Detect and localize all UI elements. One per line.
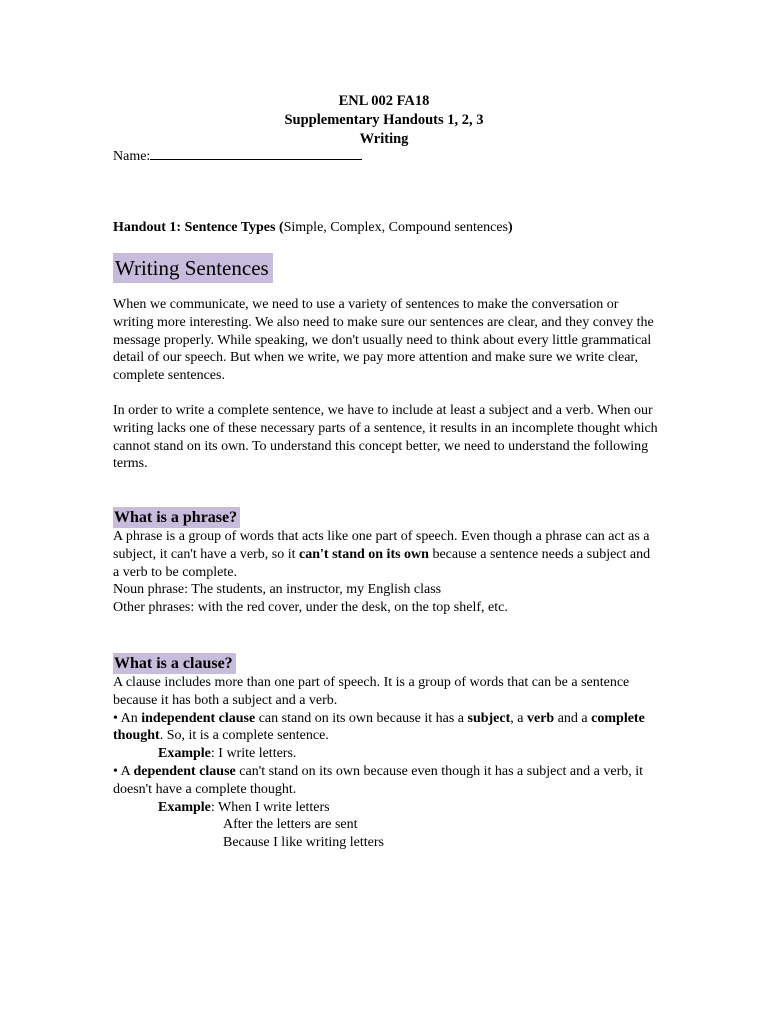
phrase-section — [113, 528, 658, 617]
phrase-definition — [113, 528, 658, 581]
intro-text-1: When we communicate, we need to use a variety of sentences to make the conversation or writing more interesting. We also need to make sure our sentences are clear, and they convey the message properly. While speaking, we don't usually need to think about every little grammatical detail of our speech. But when we write, we pay more attention and make sure we write clear, complete sentences. — [113, 297, 654, 384]
ind-and: and a — [554, 710, 592, 726]
name-label: Name: — [113, 149, 151, 164]
intro-paragraph-1 — [113, 296, 658, 385]
clause-definition: A clause includes more than one part of speech. It is a group of words that can be a sentence because it has both a subject and a verb. — [113, 675, 630, 708]
document-header — [0, 92, 768, 149]
ind-text-1: can stand on its own because it has a — [255, 710, 468, 726]
handout-label: Handout 1: Sentence Types ( — [113, 220, 284, 235]
phrase-def-text-a: A phrase is a group of words that acts like one part of speech. Even though a phrase can act as a subject, it can't have a verb, so it — [113, 529, 650, 562]
intro-paragraph-2 — [113, 402, 658, 473]
noun-phrase-examples: Noun phrase: The students, an instructor, my English class — [113, 582, 442, 598]
dep-text-1: can't stand on its own because even though it has a subject and a verb, it doesn't have a complete thought. — [113, 763, 644, 797]
phrase-def-text-b: because a sentence needs a subject and a verb to be complete. — [113, 546, 651, 580]
phrase-def-bold: can't stand on its own — [299, 546, 429, 562]
intro-text-2: In order to write a complete sentence, we have to include at least a subject and a verb. When our writing lacks one of these necessary parts of a sentence, it results in an incomplete thought which cannot stand on its own. To understand this concept better, we need to understand the following terms. — [113, 403, 658, 472]
topic-title: Writing — [359, 131, 409, 147]
example-text: : When I write letters — [210, 799, 330, 815]
name-field — [113, 145, 362, 167]
subject-term: subject — [467, 710, 511, 726]
handout-heading — [113, 218, 513, 238]
phrase-heading: What is a phrase? — [113, 507, 240, 528]
course-code: ENL 002 FA18 — [338, 93, 430, 109]
complete-thought-term: complete thought — [113, 710, 645, 744]
verb-term: verb — [527, 710, 555, 726]
example-text: : I write letters. — [210, 746, 297, 762]
independent-example — [113, 745, 658, 763]
ind-comma: , a — [510, 710, 527, 726]
independent-clause-term: independent clause — [141, 710, 256, 726]
dependent-example-3: Because I like writing letters — [223, 835, 384, 851]
dependent-clause-item — [113, 763, 658, 799]
example-label: Example — [158, 746, 211, 762]
handout-close: ) — [507, 220, 513, 235]
example-label: Example — [158, 799, 211, 815]
dependent-clause-term: dependent clause — [133, 763, 236, 779]
ind-text-2: . So, it is a complete sentence. — [159, 728, 329, 744]
dependent-example-2: After the letters are sent — [223, 817, 358, 833]
handout-subtitle: Supplementary Handouts 1, 2, 3 — [284, 112, 484, 128]
other-phrase-examples: Other phrases: with the red cover, under the desk, on the top shelf, etc. — [113, 600, 508, 616]
dependent-example — [113, 799, 658, 817]
bullet: • An — [113, 710, 142, 726]
main-title: Writing Sentences — [113, 253, 273, 283]
independent-clause-item — [113, 710, 658, 746]
clause-section — [113, 674, 658, 852]
name-blank-line — [150, 145, 362, 160]
clause-heading: What is a clause? — [113, 653, 236, 674]
handout-types: Simple, Complex, Compound sentences — [283, 220, 508, 235]
bullet: • A — [113, 763, 134, 779]
